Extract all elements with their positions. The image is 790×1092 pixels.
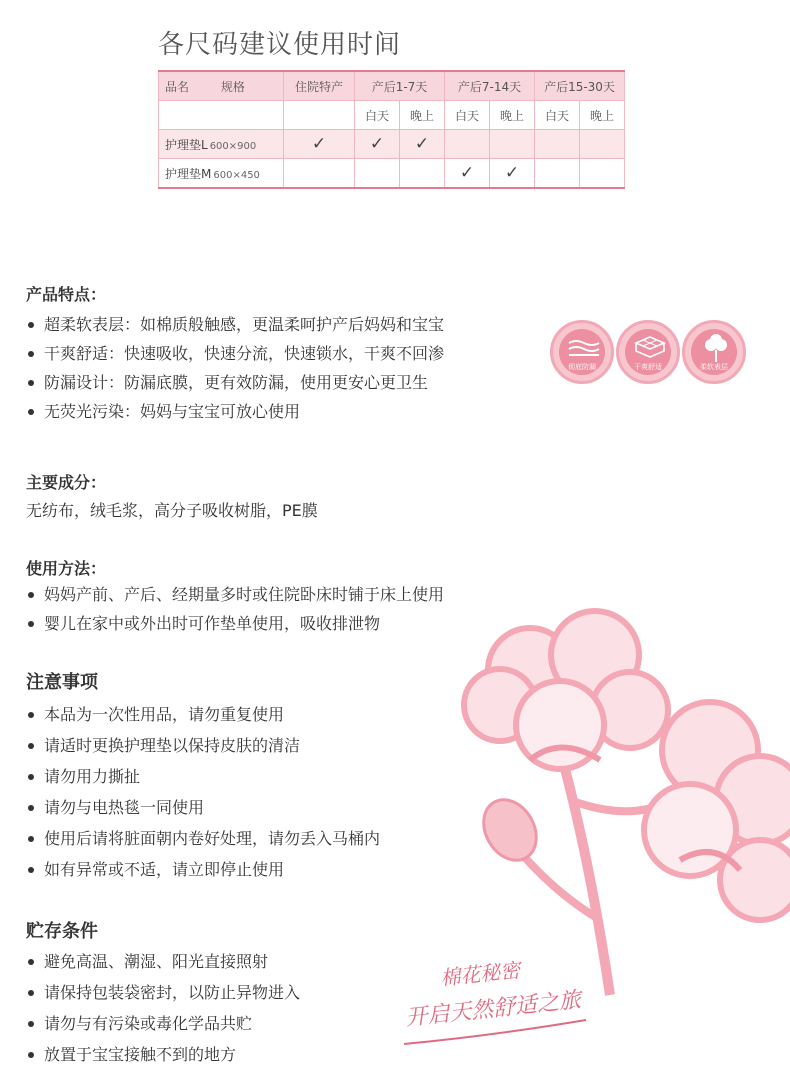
badge-label: 干爽舒适 bbox=[634, 363, 662, 371]
header-period-1: 产后1-7天 bbox=[355, 71, 445, 101]
check-mark-icon: ✓ bbox=[504, 163, 520, 183]
subheader-day: 白天 bbox=[535, 101, 580, 130]
size-table-title: 各尺码建议使用时间 bbox=[158, 30, 402, 60]
header-spec: 规格 bbox=[220, 79, 245, 94]
subheader-day: 白天 bbox=[355, 101, 400, 130]
list-item: 避免高温、潮湿、阳光直接照射 bbox=[26, 946, 300, 977]
check-cell bbox=[580, 130, 625, 159]
check-cell bbox=[355, 159, 400, 189]
check-cell bbox=[284, 130, 355, 159]
header-hospital: 住院特产 bbox=[284, 71, 355, 101]
list-item: 防漏设计：防漏底膜，更有效防漏，使用更安心更卫生 bbox=[26, 368, 444, 397]
slogan-line-1: 棉花秘密 bbox=[439, 957, 522, 991]
check-cell bbox=[445, 159, 490, 189]
list-item: 无荧光污染：妈妈与宝宝可放心使用 bbox=[26, 397, 444, 426]
list-item: 本品为一次性用品，请勿重复使用 bbox=[26, 699, 380, 730]
header-period-2: 产后7-14天 bbox=[445, 71, 535, 101]
list-item: 请适时更换护理垫以保持皮肤的清洁 bbox=[26, 730, 380, 761]
list-item: 请保持包装袋密封，以防止异物进入 bbox=[26, 977, 300, 1008]
check-cell bbox=[445, 130, 490, 159]
subheader-night: 晚上 bbox=[490, 101, 535, 130]
notes-list bbox=[26, 699, 380, 885]
check-cell bbox=[535, 130, 580, 159]
header-name: 品名 bbox=[165, 79, 190, 94]
size-usage-table bbox=[158, 70, 625, 189]
absorbent-mesh-icon bbox=[632, 335, 668, 361]
dry-comfort-badge bbox=[616, 320, 680, 384]
badge-label: 彻底防漏 bbox=[568, 363, 596, 371]
list-item: 放置于宝宝接触不到的地方 bbox=[26, 1039, 300, 1070]
feature-badges bbox=[550, 320, 750, 390]
ingredients-title: 主要成分： bbox=[26, 473, 107, 492]
table-subheader-row bbox=[159, 101, 625, 130]
soft-surface-badge bbox=[682, 320, 746, 384]
leakproof-layers-icon bbox=[567, 337, 601, 359]
storage-title: 贮存条件 bbox=[26, 921, 98, 942]
subheader-night: 晚上 bbox=[580, 101, 625, 130]
cotton-flower-icon bbox=[701, 334, 731, 364]
product-size: 600×900 bbox=[209, 140, 257, 152]
table-row bbox=[159, 130, 625, 159]
list-item: 如有异常或不适，请立即停止使用 bbox=[26, 854, 380, 885]
list-item: 干爽舒适：快速吸收，快速分流，快速锁水，干爽不回渗 bbox=[26, 339, 444, 368]
check-cell bbox=[580, 159, 625, 189]
features-list bbox=[26, 310, 444, 426]
product-name: 护理垫L bbox=[165, 137, 208, 152]
table-header-row bbox=[159, 71, 625, 101]
list-item: 请勿与电热毯一同使用 bbox=[26, 792, 380, 823]
ingredients-text: 无纺布，绒毛浆，高分子吸收树脂，PE膜 bbox=[26, 501, 318, 520]
storage-list bbox=[26, 946, 300, 1070]
usage-list bbox=[26, 580, 444, 638]
product-size: 600×450 bbox=[213, 169, 260, 181]
check-mark-icon: ✓ bbox=[369, 134, 385, 154]
check-mark-icon: ✓ bbox=[311, 134, 327, 154]
check-cell bbox=[400, 159, 445, 189]
list-item: 超柔软表层：如棉质般触感，更温柔呵护产后妈妈和宝宝 bbox=[26, 310, 444, 339]
usage-title: 使用方法： bbox=[26, 559, 107, 578]
list-item: 妈妈产前、产后、经期量多时或住院卧床时铺于床上使用 bbox=[26, 580, 444, 609]
leakproof-badge bbox=[550, 320, 614, 384]
product-name: 护理垫M bbox=[165, 166, 212, 181]
header-period-3: 产后15-30天 bbox=[535, 71, 625, 101]
check-cell bbox=[490, 130, 535, 159]
list-item: 请勿用力撕扯 bbox=[26, 761, 380, 792]
cotton-illustration bbox=[440, 600, 790, 1000]
notes-title: 注意事项 bbox=[26, 672, 98, 693]
check-mark-icon: ✓ bbox=[414, 134, 430, 154]
list-item: 婴儿在家中或外出时可作垫单使用，吸收排泄物 bbox=[26, 609, 444, 638]
features-title: 产品特点： bbox=[26, 285, 107, 304]
product-name-cell bbox=[159, 130, 284, 159]
check-cell bbox=[535, 159, 580, 189]
product-name-cell bbox=[159, 159, 284, 189]
subheader-night: 晚上 bbox=[400, 101, 445, 130]
subheader-day: 白天 bbox=[445, 101, 490, 130]
check-cell bbox=[490, 159, 535, 189]
check-cell bbox=[355, 130, 400, 159]
check-cell bbox=[284, 159, 355, 189]
list-item: 使用后请将脏面朝内卷好处理，请勿丢入马桶内 bbox=[26, 823, 380, 854]
table-row bbox=[159, 159, 625, 189]
slogan-line-2: 开启天然舒适之旅 bbox=[404, 987, 583, 1032]
list-item: 请勿与有污染或毒化学品共贮 bbox=[26, 1008, 300, 1039]
header-name-spec bbox=[159, 71, 284, 101]
slogan-underline-swoosh bbox=[400, 1018, 590, 1048]
badge-label: 柔软表层 bbox=[700, 363, 728, 371]
check-mark-icon: ✓ bbox=[459, 163, 475, 183]
check-cell bbox=[400, 130, 445, 159]
